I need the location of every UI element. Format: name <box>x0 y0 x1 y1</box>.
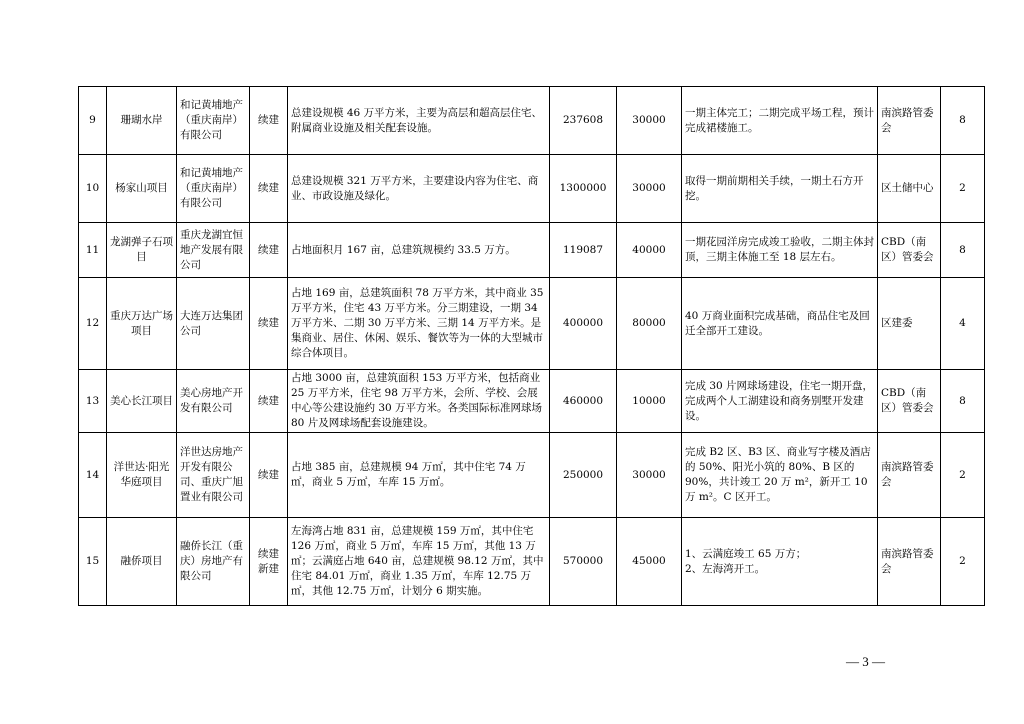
table-row <box>79 518 985 606</box>
cell-progress: 1、云满庭竣工 65 万方； 2、左海湾开工。 <box>682 518 878 606</box>
cell-annual-investment: 40000 <box>617 223 682 278</box>
cell-total-investment: 250000 <box>550 433 617 518</box>
cell-annual-investment: 45000 <box>617 518 682 606</box>
cell-last: 2 <box>941 155 985 223</box>
cell-project-name: 美心长江项目 <box>107 370 177 433</box>
cell-no: 13 <box>79 370 107 433</box>
cell-total-investment: 1300000 <box>550 155 617 223</box>
cell-scale: 占地 3000 亩，总建筑面积 153 万平方米，包括商业 25 万平方米，住宅 98 万平方米，会所、学校、会展中心等公建设施约 30 万平方米。各类国际标准网球场 80 片及网球场配套设施建设。 <box>288 370 550 433</box>
cell-company: 洋世达房地产开发有限公司、重庆广旭置业有限公司 <box>177 433 250 518</box>
cell-scale: 总建设规模 321 万平方米，主要建设内容为住宅、商业、市政设施及绿化。 <box>288 155 550 223</box>
cell-responsible-unit: 区土储中心 <box>878 155 941 223</box>
cell-no: 10 <box>79 155 107 223</box>
table-row <box>79 87 985 155</box>
cell-annual-investment: 80000 <box>617 278 682 370</box>
cell-responsible-unit: 南滨路管委会 <box>878 518 941 606</box>
page-number: — 3 — <box>846 654 885 669</box>
cell-last: 2 <box>941 518 985 606</box>
cell-no: 11 <box>79 223 107 278</box>
cell-company: 大连万达集团公司 <box>177 278 250 370</box>
project-table <box>78 86 985 606</box>
cell-scale: 左海湾占地 831 亩，总建规模 159 万㎡，其中住宅 126 万㎡，商业 5 万㎡，车库 15 万㎡，其他 13 万㎡；云满庭占地 640 亩，总建规模 98.12 万㎡，其中住宅 84.01 万㎡，商业 1.35 万㎡，车库 12.75 万㎡，其他 12.75 万㎡，计划分 6 期实施。 <box>288 518 550 606</box>
cell-no: 14 <box>79 433 107 518</box>
cell-no: 15 <box>79 518 107 606</box>
cell-annual-investment: 30000 <box>617 155 682 223</box>
cell-project-name: 重庆万达广场项目 <box>107 278 177 370</box>
cell-last: 2 <box>941 433 985 518</box>
cell-status: 续建 <box>250 155 288 223</box>
cell-project-name: 洋世达·阳光华庭项目 <box>107 433 177 518</box>
cell-last: 8 <box>941 370 985 433</box>
cell-scale: 占地 385 亩，总建规模 94 万㎡，其中住宅 74 万㎡，商业 5 万㎡，车库 15 万㎡。 <box>288 433 550 518</box>
cell-scale: 总建设规模 46 万平方米，主要为高层和超高层住宅、附属商业设施及相关配套设施。 <box>288 87 550 155</box>
cell-last: 4 <box>941 278 985 370</box>
cell-project-name: 融侨项目 <box>107 518 177 606</box>
cell-company: 融侨长江（重庆）房地产有限公司 <box>177 518 250 606</box>
cell-responsible-unit: 南滨路管委会 <box>878 87 941 155</box>
cell-company: 重庆龙湖宜恒地产发展有限公司 <box>177 223 250 278</box>
cell-no: 12 <box>79 278 107 370</box>
cell-total-investment: 119087 <box>550 223 617 278</box>
cell-progress: 完成 B2 区、B3 区、商业写字楼及酒店的 50%、阳光小筑的 80%、B 区的 90%，共计竣工 20 万 m²，新开工 10 万 m²。C 区开工。 <box>682 433 878 518</box>
project-table-body <box>79 87 985 606</box>
cell-status: 续建 <box>250 278 288 370</box>
cell-scale: 占地 169 亩，总建筑面积 78 万平方米，其中商业 35 万平方米，住宅 43 万平方米。分三期建设，一期 34 万平方米、二期 30 万平方米、三期 14 万平方米。是集商业、居住、休闲、娱乐、餐饮等为一体的大型城市综合体项目。 <box>288 278 550 370</box>
cell-last: 8 <box>941 223 985 278</box>
cell-no: 9 <box>79 87 107 155</box>
cell-total-investment: 570000 <box>550 518 617 606</box>
cell-company: 和记黄埔地产（重庆南岸）有限公司 <box>177 155 250 223</box>
cell-progress: 取得一期前期相关手续，一期土石方开挖。 <box>682 155 878 223</box>
cell-total-investment: 400000 <box>550 278 617 370</box>
cell-project-name: 珊瑚水岸 <box>107 87 177 155</box>
cell-responsible-unit: CBD（南区）管委会 <box>878 370 941 433</box>
table-row <box>79 278 985 370</box>
table-row <box>79 370 985 433</box>
table-row <box>79 223 985 278</box>
cell-project-name: 龙湖弹子石项目 <box>107 223 177 278</box>
cell-annual-investment: 30000 <box>617 87 682 155</box>
cell-progress: 一期主体完工；二期完成平场工程，预计完成裙楼施工。 <box>682 87 878 155</box>
cell-company: 美心房地产开发有限公司 <box>177 370 250 433</box>
cell-progress: 一期花园洋房完成竣工验收，二期主体封顶，三期主体施工至 18 层左右。 <box>682 223 878 278</box>
cell-status: 续建 <box>250 370 288 433</box>
cell-total-investment: 237608 <box>550 87 617 155</box>
cell-progress: 完成 30 片网球场建设，住宅一期开盘，完成两个人工湖建设和商务别墅开发建设。 <box>682 370 878 433</box>
cell-status: 续建 <box>250 87 288 155</box>
cell-status: 续建新建 <box>250 518 288 606</box>
cell-annual-investment: 10000 <box>617 370 682 433</box>
cell-responsible-unit: 区建委 <box>878 278 941 370</box>
cell-total-investment: 460000 <box>550 370 617 433</box>
cell-annual-investment: 30000 <box>617 433 682 518</box>
table-row <box>79 433 985 518</box>
table-row <box>79 155 985 223</box>
cell-status: 续建 <box>250 223 288 278</box>
cell-project-name: 杨家山项目 <box>107 155 177 223</box>
cell-responsible-unit: 南滨路管委会 <box>878 433 941 518</box>
cell-scale: 占地面积月 167 亩，总建筑规模约 33.5 万方。 <box>288 223 550 278</box>
cell-company: 和记黄埔地产（重庆南岸）有限公司 <box>177 87 250 155</box>
cell-last: 8 <box>941 87 985 155</box>
cell-status: 续建 <box>250 433 288 518</box>
cell-progress: 40 万商业面积完成基础，商品住宅及回迁全部开工建设。 <box>682 278 878 370</box>
cell-responsible-unit: CBD（南区）管委会 <box>878 223 941 278</box>
